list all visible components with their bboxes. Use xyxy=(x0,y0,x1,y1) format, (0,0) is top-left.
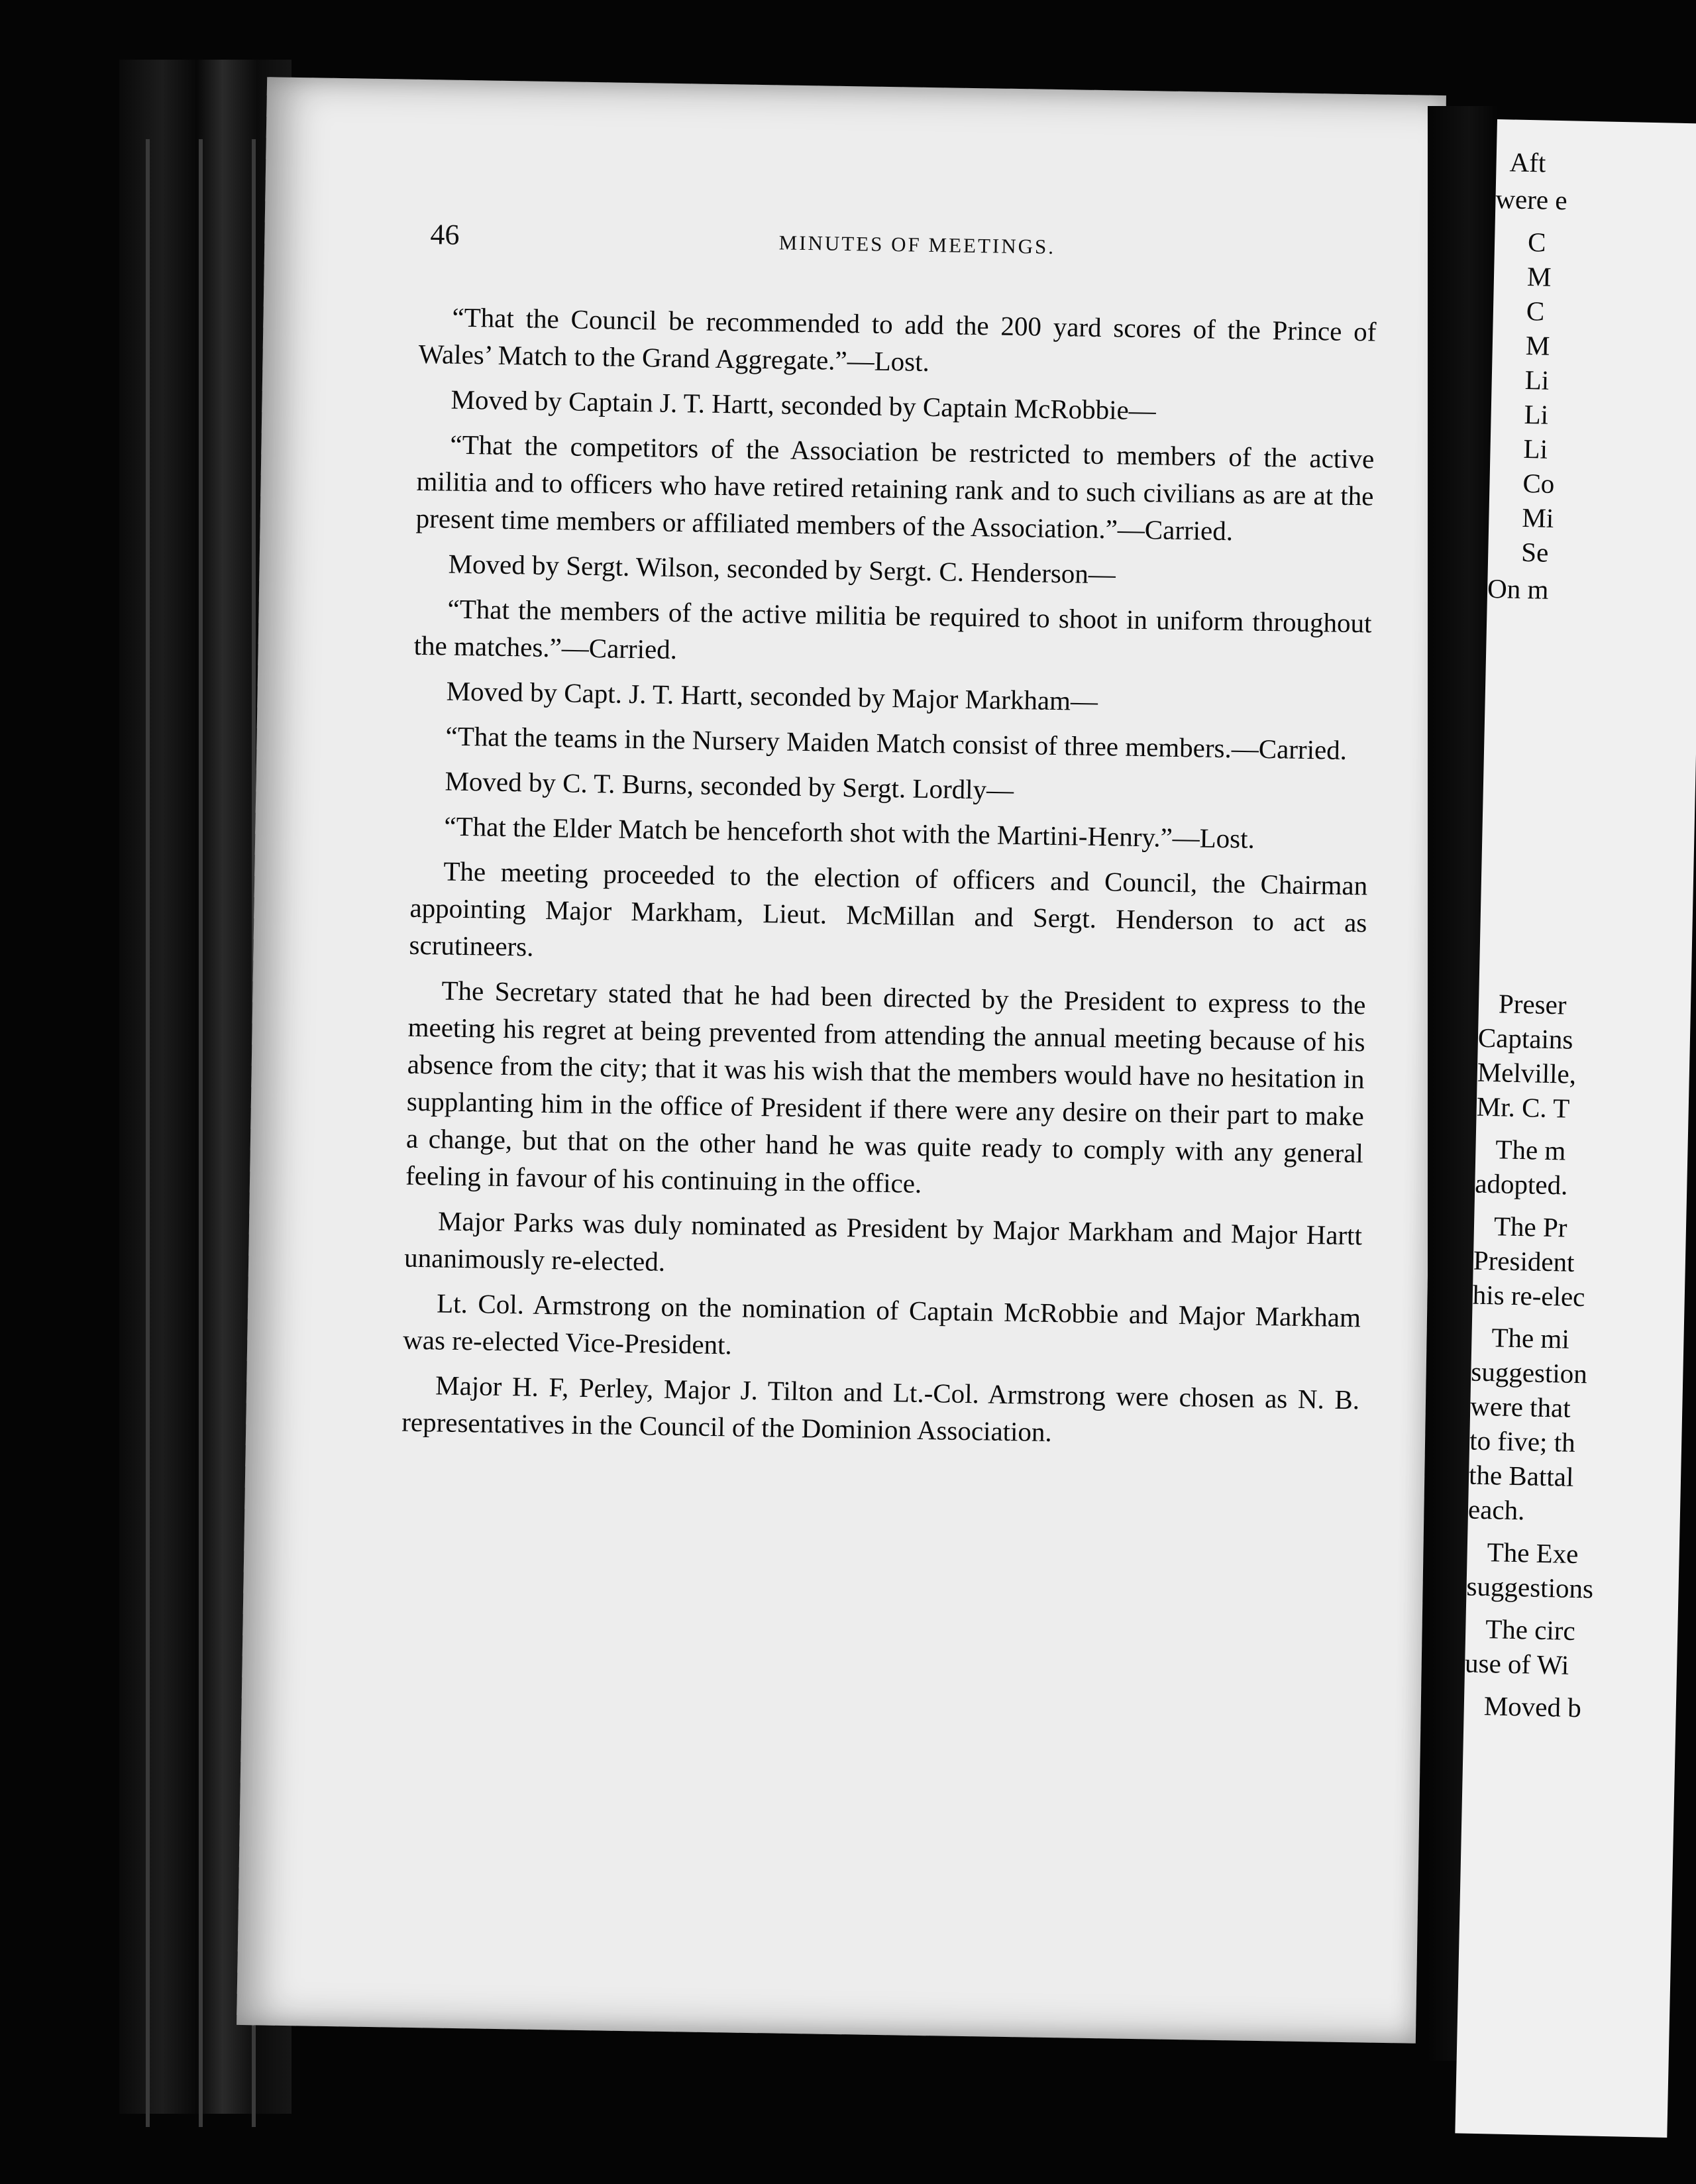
paragraph: The Secretary stated that he had been directed by the President to express to the meeting his regret at being prevented from attending the annual meeting because of his absence from the city; that it was his wish that the members would have no hesitation in supplanting him in the office of President if there were any desire on their part to make a change, but that on the other hand he was quite ready to comply with any general feeling in favour of his continuing in the office. xyxy=(405,975,1366,1199)
paragraph: “That the Elder Match be henceforth shot with the Martini-Henry.”—Lost. xyxy=(444,810,1255,854)
right-page-line: Moved b xyxy=(1483,1690,1582,1723)
paragraph: Moved by C. T. Burns, seconded by Sergt. Lordly— xyxy=(445,765,1014,806)
paragraph: Major H. F, Perley, Major J. Tilton and Lt.-Col. Armstrong were chosen as N. B. representatives in the Council of the Dominion Association. xyxy=(401,1370,1360,1448)
right-page-line: to five; th xyxy=(1469,1425,1576,1458)
paragraph: Major Parks was duly nominated as President by Major Markham and Major Hartt unanimously re-elected. xyxy=(403,1205,1363,1277)
paragraph: “That the Council be recommended to add the 200 yard scores of the Prince of Wales’ Match to the Grand Aggregate.”—Lost. xyxy=(418,301,1377,377)
right-page-line: each. xyxy=(1467,1494,1525,1526)
right-page-line: Li xyxy=(1523,433,1548,464)
right-page-line: Mi xyxy=(1521,502,1554,533)
right-page-line: were that xyxy=(1469,1390,1571,1423)
right-page-line: Co xyxy=(1522,467,1555,499)
paragraph: Lt. Col. Armstrong on the nomination of Captain McRobbie and Major Markham was re-elected Vice-President. xyxy=(402,1287,1361,1360)
left-page xyxy=(237,77,1446,2044)
right-page-line: Aft xyxy=(1509,146,1546,178)
page-header xyxy=(430,217,1404,272)
right-page-line: The Exe xyxy=(1487,1537,1579,1570)
right-page-line: Captains xyxy=(1477,1022,1573,1055)
page-body xyxy=(401,298,1377,1463)
right-page-text xyxy=(1464,119,1696,1723)
paragraph: Moved by Sergt. Wilson, seconded by Sergt. C. Henderson— xyxy=(448,548,1116,590)
right-page-line: C xyxy=(1527,227,1546,258)
paragraph: The meeting proceeded to the election of officers and Council, the Chairman appointing Major Markham, Lieut. McMillan and Sergt. Henderson to act as scrutineers. xyxy=(409,855,1368,962)
paragraph: “That the teams in the Nursery Maiden Match consist of three members.—Carried. xyxy=(445,720,1348,765)
paragraph: “That the members of the active militia be required to shoot in uniform throughout the matches.”—Carried. xyxy=(413,593,1372,665)
right-page-line: suggestions xyxy=(1466,1570,1594,1604)
right-page-line: adopted. xyxy=(1474,1168,1568,1201)
running-head: MINUTES OF MEETINGS. xyxy=(778,231,1056,258)
right-page-line: Li xyxy=(1524,364,1550,396)
right-page-line: President xyxy=(1473,1244,1575,1278)
right-page-line: The m xyxy=(1495,1134,1566,1166)
paragraph: “That the competitors of the Association be restricted to members of the active militia and to officers who have retired retaining rank and to such civilians as are at the present time members or affiliated members of the Association.”—Carried. xyxy=(415,429,1375,547)
right-page-line: The mi xyxy=(1491,1322,1570,1354)
right-page-line: Mr. C. T xyxy=(1476,1091,1570,1124)
right-page-line: On m xyxy=(1487,573,1549,605)
right-page-line: Preser xyxy=(1498,988,1567,1020)
right-page-line: Melville, xyxy=(1477,1056,1577,1089)
right-page-line: M xyxy=(1525,329,1550,361)
right-page-line: C xyxy=(1526,295,1545,327)
right-page-line: his re-elec xyxy=(1472,1279,1585,1313)
right-page-line: suggestion xyxy=(1470,1356,1588,1390)
paragraph: Moved by Captain J. T. Hartt, seconded by Captain McRobbie— xyxy=(450,384,1157,426)
right-page-line: The Pr xyxy=(1493,1211,1567,1243)
right-page-line: The circ xyxy=(1485,1613,1576,1646)
page-edge-line xyxy=(199,139,203,2127)
right-page-fragment xyxy=(1455,119,1696,2138)
right-page-line: were e xyxy=(1495,183,1568,216)
right-page-line: M xyxy=(1526,261,1552,292)
right-page-line: use of Wi xyxy=(1464,1647,1569,1680)
right-page-line: Se xyxy=(1520,536,1549,568)
paragraph: Moved by Capt. J. T. Hartt, seconded by Major Markham— xyxy=(446,675,1098,717)
right-page-line: Li xyxy=(1524,398,1549,430)
page-edge-line xyxy=(146,139,150,2127)
page-number: 46 xyxy=(430,218,460,251)
right-page-line: the Battal xyxy=(1468,1459,1574,1492)
